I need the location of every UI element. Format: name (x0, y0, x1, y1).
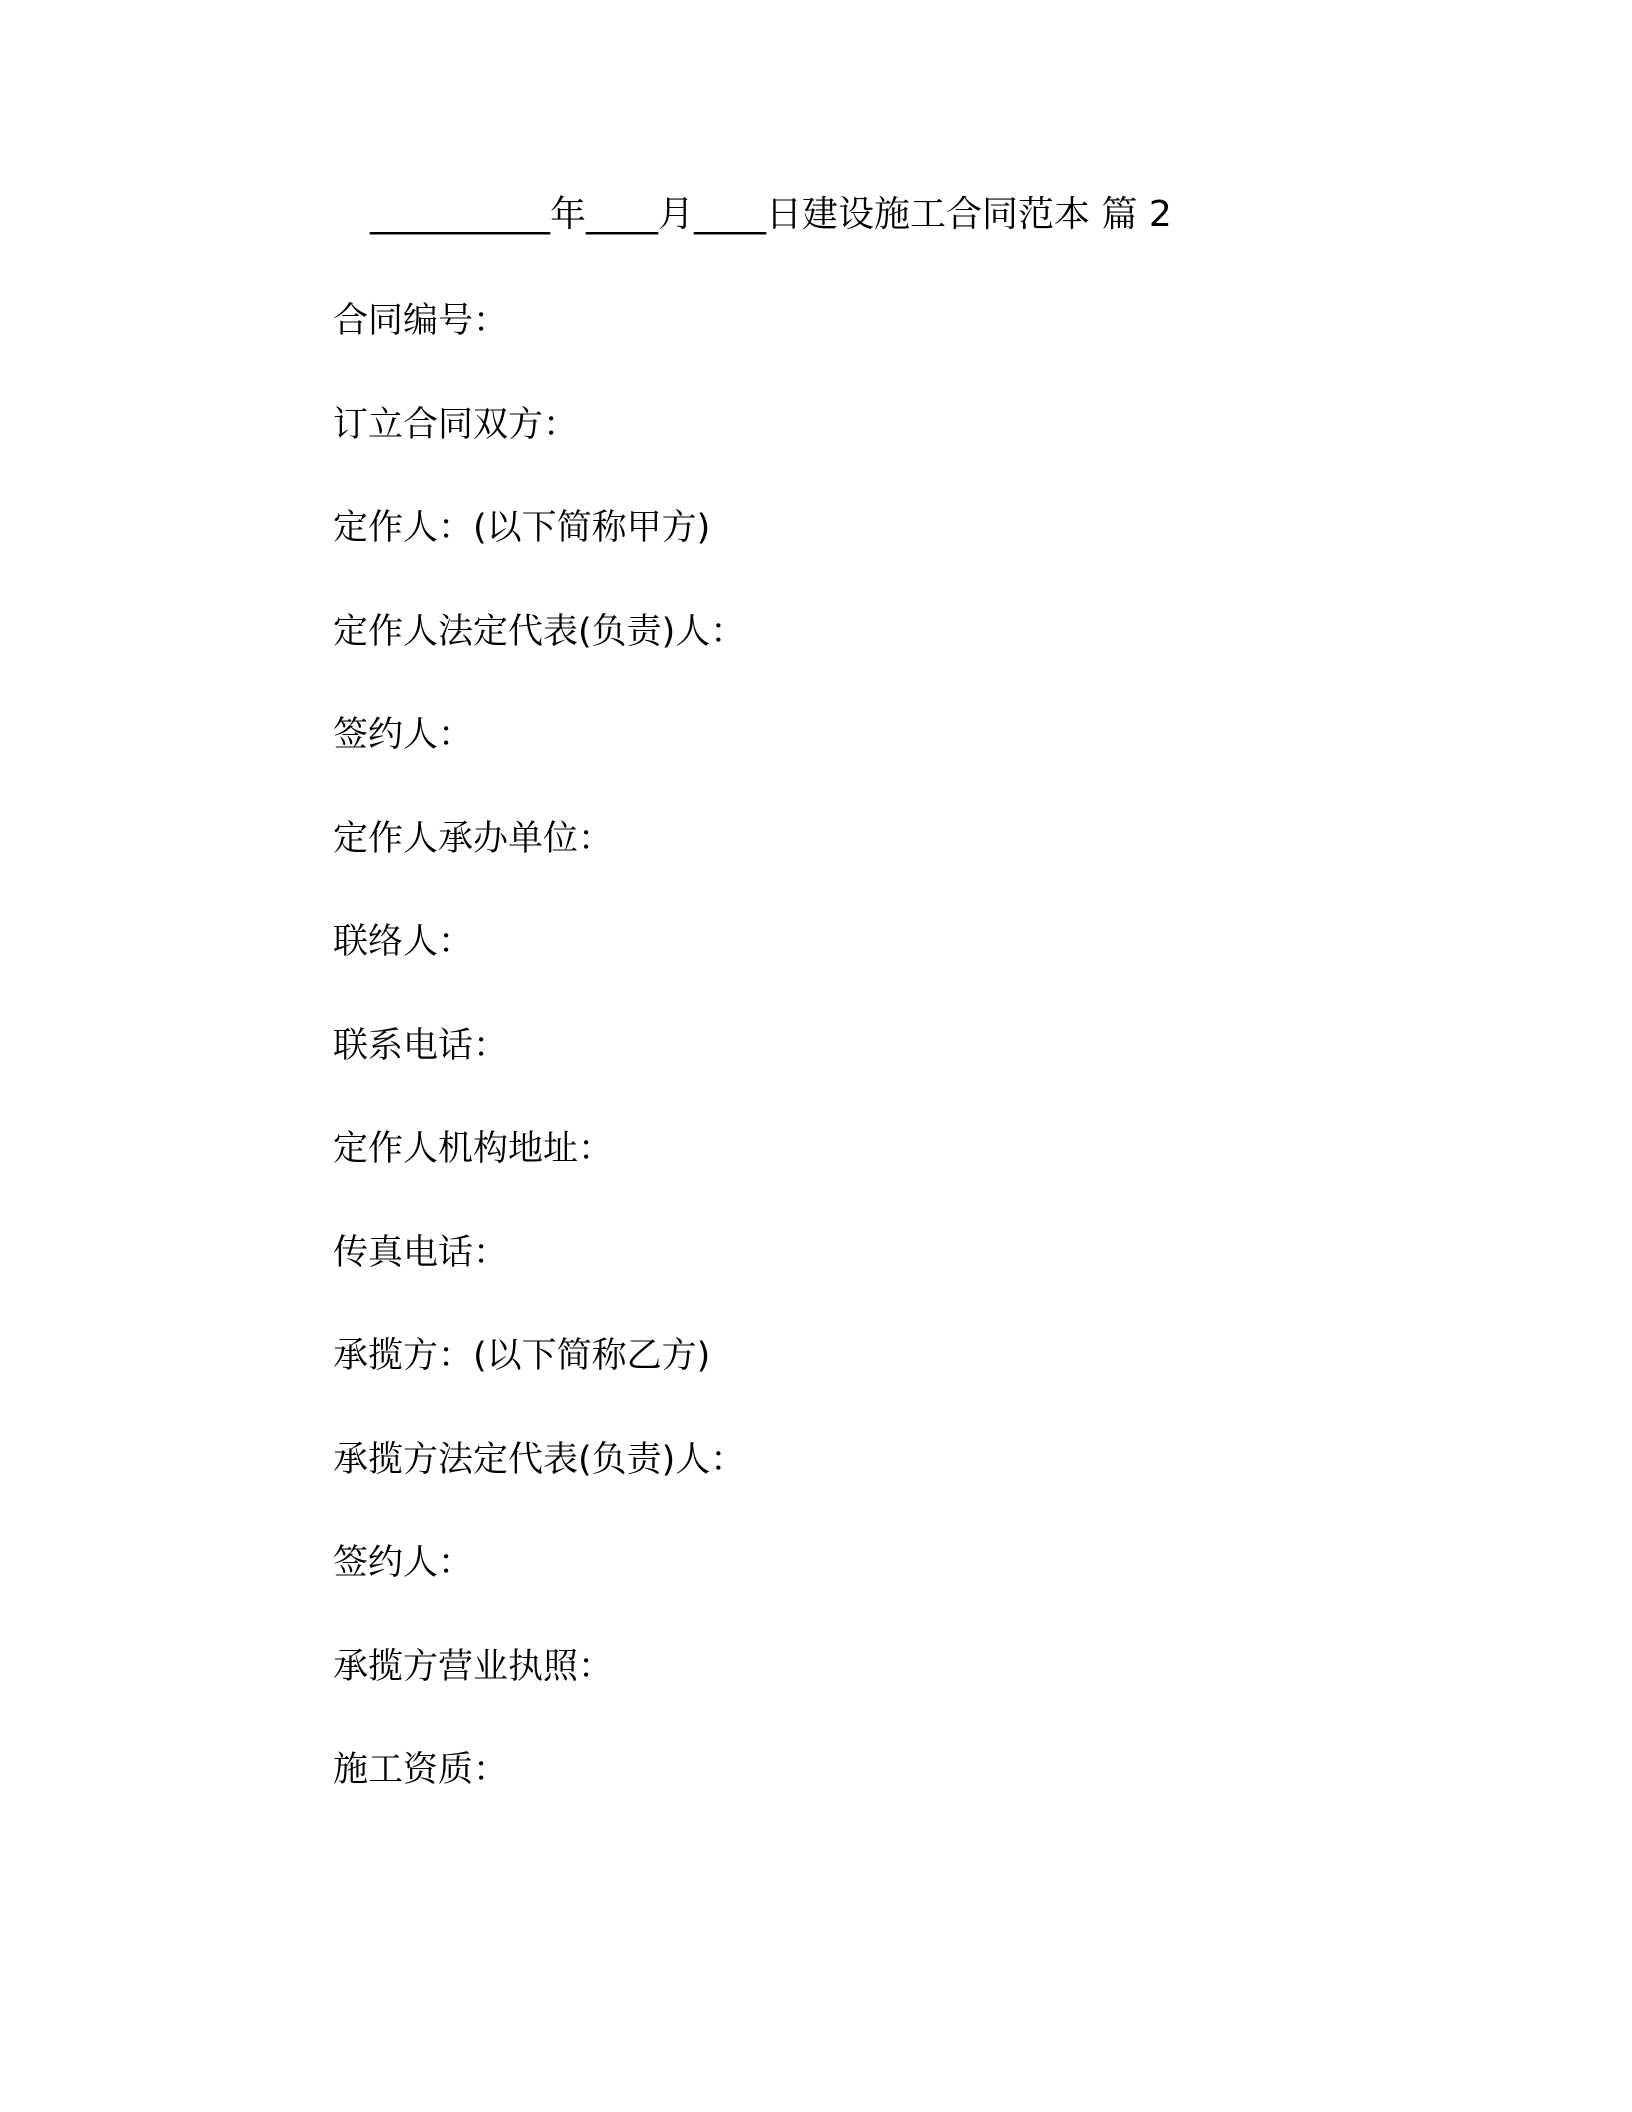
field-contractor-signatory: 签约人： (333, 1543, 474, 1583)
field-orderer-handling-unit: 定作人承办单位： (333, 818, 614, 859)
field-contracting-parties: 订立合同双方： (333, 404, 579, 445)
field-construction-qualification: 施工资质： (333, 1750, 509, 1790)
field-contractor-legal-representative: 承揽方法定代表(负责)人： (333, 1439, 746, 1480)
field-contract-number: 合同编号： (333, 301, 509, 341)
field-fax: 传真电话： (333, 1232, 509, 1273)
field-contact-phone: 联系电话： (333, 1025, 509, 1066)
document-title: __________年____月____日建设施工合同范本 篇 2 (370, 194, 1172, 235)
field-contractor: 承揽方：(以下简称乙方) (333, 1336, 711, 1376)
contract-field-list (333, 296, 745, 1849)
field-orderer-legal-representative: 定作人法定代表(负责)人： (333, 611, 746, 652)
field-business-license: 承揽方营业执照： (333, 1646, 614, 1687)
field-orderer-signatory: 签约人： (333, 715, 474, 755)
field-contact-person: 联络人： (333, 922, 474, 962)
field-orderer-address: 定作人机构地址： (333, 1129, 614, 1169)
field-orderer: 定作人：(以下简称甲方) (333, 508, 711, 548)
